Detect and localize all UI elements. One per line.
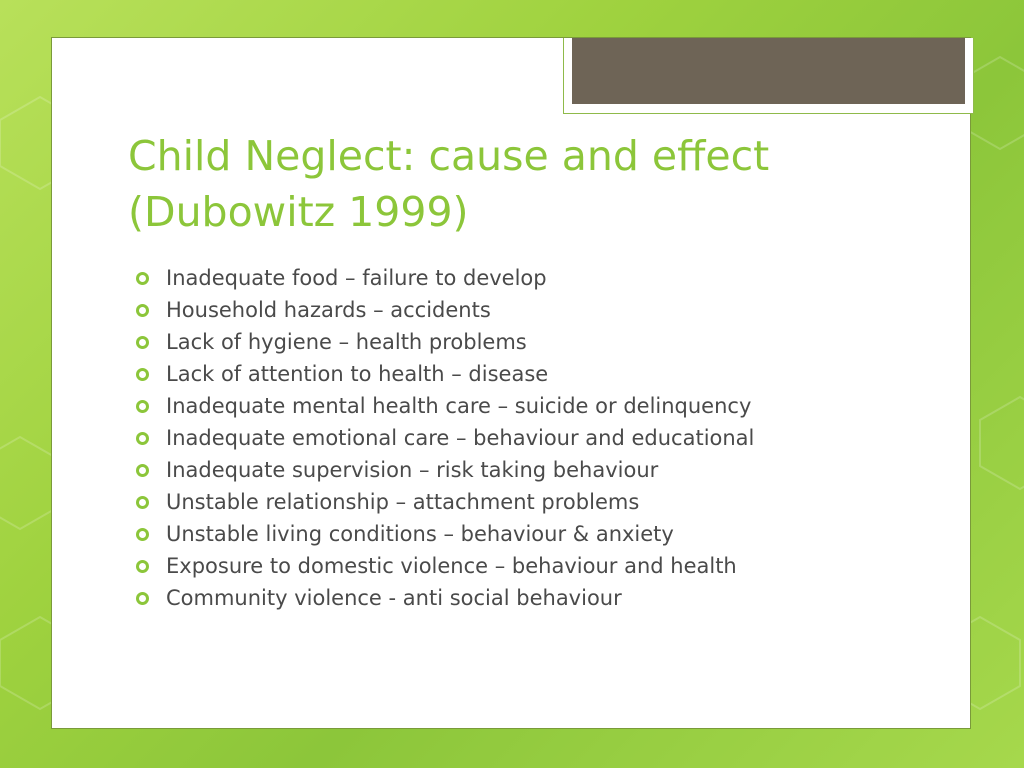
ring-bullet-icon: [136, 528, 149, 541]
ring-bullet-icon: [136, 272, 149, 285]
slide-title: [128, 128, 928, 240]
bullet-text: Inadequate supervision – risk taking behaviour: [166, 458, 659, 482]
bullet-item: [136, 582, 754, 614]
header-tab: [563, 38, 974, 114]
bullet-text: Inadequate emotional care – behaviour and educational: [166, 426, 755, 450]
ring-bullet-icon: [136, 560, 149, 573]
ring-bullet-icon: [136, 304, 149, 317]
bullet-item: [136, 422, 754, 454]
slide-title-line-1: Child Neglect: cause and effect: [128, 132, 770, 180]
bullet-text: Community violence - anti social behaviour: [166, 586, 622, 610]
bullet-item: [136, 262, 754, 294]
ring-bullet-icon: [136, 496, 149, 509]
bullet-item: [136, 454, 754, 486]
ring-bullet-icon: [136, 336, 149, 349]
bullet-item: [136, 326, 754, 358]
bullet-text: Household hazards – accidents: [166, 298, 491, 322]
bullet-item: [136, 518, 754, 550]
bullet-text: Unstable relationship – attachment problems: [166, 490, 640, 514]
bullet-item: [136, 390, 754, 422]
ring-bullet-icon: [136, 432, 149, 445]
bullet-item: [136, 550, 754, 582]
bullet-text: Exposure to domestic violence – behaviour and health: [166, 554, 737, 578]
bullet-text: Inadequate mental health care – suicide or delinquency: [166, 394, 752, 418]
bullet-item: [136, 294, 754, 326]
header-decor-block: [572, 38, 965, 104]
bullet-item: [136, 358, 754, 390]
bullet-list: [136, 262, 754, 614]
bullet-item: [136, 486, 754, 518]
ring-bullet-icon: [136, 464, 149, 477]
bullet-text: Inadequate food – failure to develop: [166, 266, 547, 290]
ring-bullet-icon: [136, 400, 149, 413]
bullet-text: Lack of attention to health – disease: [166, 362, 549, 386]
ring-bullet-icon: [136, 592, 149, 605]
bullet-text: Lack of hygiene – health problems: [166, 330, 527, 354]
bullet-text: Unstable living conditions – behaviour & anxiety: [166, 522, 674, 546]
ring-bullet-icon: [136, 368, 149, 381]
slide-title-line-2: (Dubowitz 1999): [128, 188, 469, 236]
